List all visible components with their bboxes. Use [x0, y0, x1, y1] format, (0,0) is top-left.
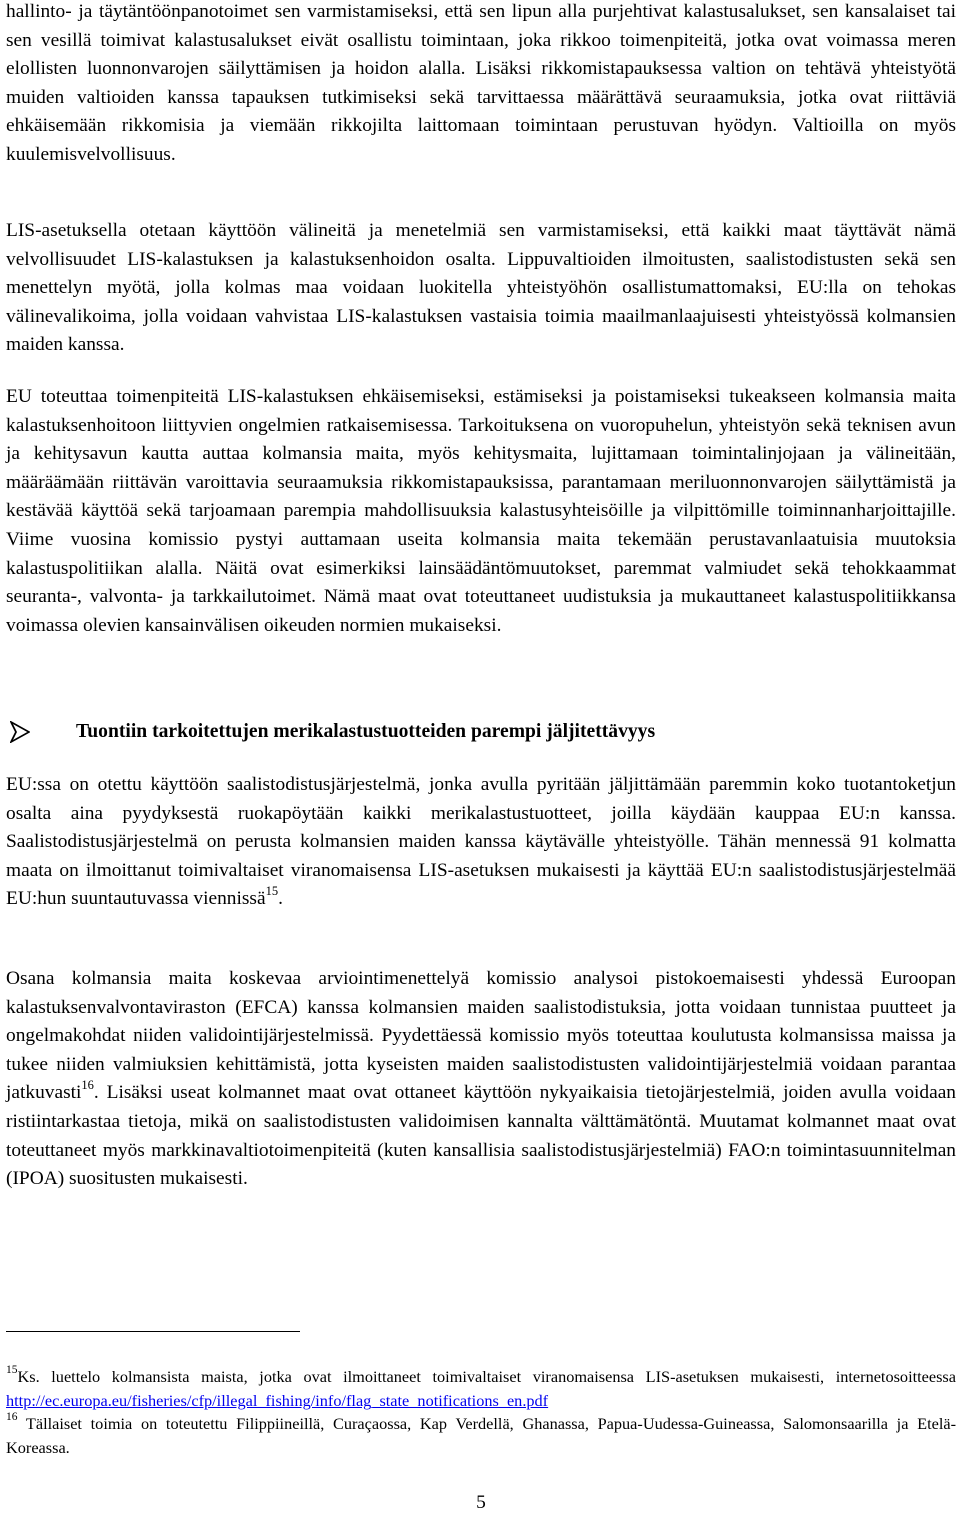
paragraph-5-text-b: . Lisäksi useat kolmannet maat ovat ottaneet käyttöön nykyaikaisia tietojärjestelmiä, joiden avulla voidaan ristiintarkastaa tietoja, mikä on saalistodistusten validoimisen kannalta välttämätöntä. Muutamat kolmannet maat ovat toteuttaneet myös markkinavaltiotoimenpiteitä (kuten kansallisia saalistodistusjärjestelmiä) FAO:n toimintasuunnitelman (IPOA) suositusten mukaisesti.: [6, 1082, 956, 1190]
footnote-16: [6, 1412, 956, 1459]
footnote-separator: [6, 1331, 300, 1332]
footnotes: [6, 1365, 956, 1459]
footnote-15-number: 15: [6, 1363, 18, 1376]
page-number: 5: [476, 1492, 486, 1513]
footnote-ref-16[interactable]: 16: [81, 1077, 94, 1092]
paragraph-1: hallinto- ja täytäntöönpanotoimet sen varmistamiseksi, että sen lipun alla purjehtivat kalastusalukset, sen kansalaiset tai sen vesillä toimivat kalastusalukset eivät osallistu toimintaan, joka rikkoo toimenpiteitä, jotka ovat voimassa meren elollisten luonnonvarojen säilyttämisen ja hoidon alalla. Lisäksi rikkomistapauksessa valtion on tehtävä yhteistyötä muiden valtioiden kanssa tapauksen tutkimiseksi sekä tarvittaessa määrättävä seuraamuksia, jotka ovat riittäviä ehkäisemään rikkomisia ja viemään rikkojilta laittomaan toimintaan perustuvan hyödyn. Valtioilla on myös kuulemisvelvollisuus.: [6, 1, 956, 165]
footnote-15-link[interactable]: http://ec.europa.eu/fisheries/cfp/illegal_fishing/info/flag_state_notifications_en.pdf: [6, 1390, 549, 1410]
footnote-ref-15[interactable]: 15: [265, 883, 279, 898]
paragraph-4-text: EU:ssa on otettu käyttöön saalistodistusjärjestelmä, jonka avulla pyritään jäljittämään paremmin koko tuotantoketjun osalta aina pyydyksestä ruokapöytään kaikki merikalastustuotteet, joilla käydään kauppaa EU:n kanssa. Saalistodistusjärjestelmä on perusta kolmansien maiden kanssa käytävälle yhteistyölle. Tähän mennessä 91 kolmatta maata on ilmoittanut toimivaltaiset viranomaisensa LIS-asetuksen mukaisesti ja käyttää EU:n saalistodistusjärjestelmää EU:hun suuntautuvassa viennissä: [6, 774, 956, 910]
footnote-16-number: 16: [6, 1410, 18, 1423]
paragraph-4: [6, 771, 956, 914]
paragraph-4-tail: .: [278, 888, 283, 910]
paragraph-2: LIS-asetuksella otetaan käyttöön välineitä ja menetelmiä sen varmistamiseksi, että kaikki maat täyttävät nämä velvollisuudet LIS-kalastuksen ja kalastuksenhoidon osalta. Lippuvaltioiden ilmoitusten, saalistodistusten sekä sen menettelyn myötä, jolla kolmas maa voidaan luokitella yhteistyöhön osallistumattomaksi, EU:lla on tehokas välinevalikoima, jolla voidaan vahvistaa LIS-kalastuksen vastaisia toimia maailmanlaajuisesti yhteistyössä kolmansien maiden kanssa.: [6, 220, 956, 356]
paragraph-3: EU toteuttaa toimenpiteitä LIS-kalastuksen ehkäisemiseksi, estämiseksi ja poistamiseksi tukeakseen kolmansia maita kalastuksenhoitoon liittyvien ongelmien ratkaisemisessa. Tarkoituksena on vuoropuhelun, yhteistyön sekä teknisen avun ja kehitysavun kautta auttaa kolmansia maita, myös kehitysmaita, lujittamaan toimintalinjojaan ja välineitään, määräämään riittävän varoittavia seuraamuksia rikkomistapauksissa, parantamaan meriluonnonvarojen säilyttämistä ja kestävää käyttöä sekä tarjoamaan parempia mahdollisuuksia kalastusyhteisöille ja vilpittömille toiminnanharjoittajille. Viime vuosina komissio pystyi auttamaan useita kolmansia maita tekemään perustavanlaatuisia muutoksia kalastuspolitiikan alalla. Näitä ovat esimerkiksi lainsäädäntömuutokset, paremmat valmiudet sekä tehokkaammat seuranta-, valvonta- ja tarkkailutoimet. Nämä maat ovat toteuttaneet uudistuksia ja mukauttaneet kalastuspolitiikkansa voimassa olevien kansainvälisen oikeuden normien mukaiseksi.: [6, 386, 956, 636]
footnote-15: [6, 1365, 956, 1412]
section-heading: [6, 718, 956, 746]
arrowhead-bullet-icon: [10, 721, 30, 743]
paragraph-5: [6, 965, 956, 1194]
footnote-15-text: Ks. luettelo kolmansista maista, jotka ovat ilmoittaneet toimivaltaiset viranomaisensa LIS-asetuksen mukaisesti, internetosoitteessa: [17, 1367, 956, 1386]
paragraph-5-text-a: Osana kolmansia maita koskevaa arviointimenettelyä komissio analysoi pistokoemaisesti yhdessä Euroopan kalastuksenvalvontaviraston (EFCA) kanssa kolmansien maiden saalistodistuksia, jotta voidaan tunnistaa puutteet ja ongelmakohdat niiden validointijärjestelmissä. Pyydettäessä komissio myös toteuttaa koulutusta kolmansissa maissa ja tukee niiden valmiuksien kehittämistä, jotta kyseisten maiden saalistodistusten validointijärjestelmiä voidaan parantaa jatkuvasti: [6, 968, 956, 1104]
footnote-16-text: Tällaiset toimia on toteutettu Filippiineillä, Curaçaossa, Kap Verdellä, Ghanassa, Papua-Uudessa-Guineassa, Salomonsaarilla ja Etelä-Koreassa.: [6, 1414, 956, 1457]
section-heading-text: Tuontiin tarkoitettujen merikalastustuotteiden parempi jäljitettävyys: [76, 721, 656, 742]
